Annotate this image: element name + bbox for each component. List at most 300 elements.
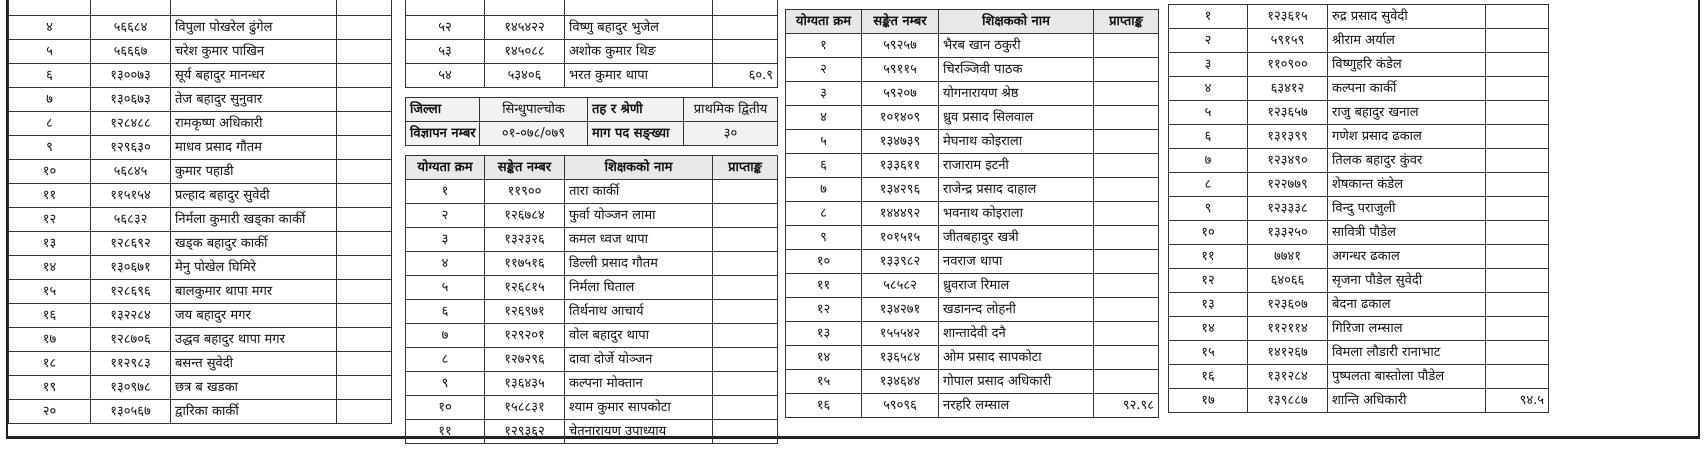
results-table-4 (1168, 4, 1549, 413)
rank-cell: १६ (1169, 365, 1248, 389)
marks-cell (337, 160, 392, 184)
code-cell: १३०६७३ (91, 88, 171, 112)
code-cell (91, 0, 171, 16)
name-cell: सूर्य बहादुर मानन्धर (171, 64, 337, 88)
rank-cell: ६ (9, 64, 91, 88)
name-cell: चरेश कुमार पाखिन (171, 40, 337, 64)
name-cell: वोल बहादुर थापा (565, 324, 713, 348)
table-row (786, 226, 1159, 250)
code-cell: ६४०६६ (1248, 269, 1328, 293)
marks-cell (713, 0, 778, 16)
rank-cell: १ (406, 180, 485, 204)
name-cell: विपुला पोखरेल ढुंगेल (171, 16, 337, 40)
code-cell: १३४६४४ (862, 370, 939, 394)
code-cell (485, 0, 565, 16)
rank-cell: १० (406, 396, 485, 420)
marks-cell (337, 184, 392, 208)
marks-cell (1094, 226, 1159, 250)
name-cell: विन्दु पराजुली (1328, 197, 1486, 221)
name-cell: जीतबहादुर खत्री (939, 226, 1094, 250)
code-cell: १३१२८४ (1248, 365, 1328, 389)
table-row (9, 256, 392, 280)
marks-cell (1094, 58, 1159, 82)
rank-cell: १० (1169, 221, 1248, 245)
name-cell: निर्मला कुमारी खड्का कार्की (171, 208, 337, 232)
marks-cell (1486, 29, 1549, 53)
code-cell: १३४२७१ (862, 298, 939, 322)
code-cell: १३०९७८ (91, 376, 171, 400)
rank-cell: १ (1169, 5, 1248, 29)
name-cell: गणेश प्रसाद ढकाल (1328, 125, 1486, 149)
rank-cell: ९ (786, 226, 862, 250)
column-3 (785, 0, 1158, 418)
table-row (1169, 389, 1549, 413)
code-cell: १५५५४२ (862, 322, 939, 346)
marks-cell (1094, 274, 1159, 298)
table-row (406, 252, 778, 276)
code-cell: ५६६८४ (91, 16, 171, 40)
table-row (1169, 101, 1549, 125)
code-cell: १२३४९० (1248, 149, 1328, 173)
rank-cell: १५ (9, 280, 91, 304)
table-row (786, 346, 1159, 370)
code-cell: १४५४२२ (485, 16, 565, 40)
table-row (1169, 149, 1549, 173)
name-cell: कल्पना मोक्तान (565, 372, 713, 396)
code-cell: १३६५८४ (862, 346, 939, 370)
rank-cell: ८ (406, 348, 485, 372)
marks-cell (1486, 5, 1549, 29)
table-row (9, 352, 392, 376)
marks-cell (337, 88, 392, 112)
name-cell: कुमार पहाडी (171, 160, 337, 184)
district-info-table (405, 97, 778, 146)
rank-cell: १४ (786, 346, 862, 370)
rank-cell: ७ (1169, 149, 1248, 173)
rank-cell: १६ (786, 394, 862, 418)
rank-cell: ८ (9, 112, 91, 136)
rank-cell: १० (9, 160, 91, 184)
code-cell: ५९२५७ (862, 34, 939, 58)
name-cell: विष्णुहरि कंडेल (1328, 53, 1486, 77)
rank-cell: ४ (406, 252, 485, 276)
code-cell: १३१३९९ (1248, 125, 1328, 149)
table-row (9, 88, 392, 112)
code-cell: १२९२०१ (485, 324, 565, 348)
table-row (9, 112, 392, 136)
table-row (9, 160, 392, 184)
code-cell: १२९६३० (91, 136, 171, 160)
name-cell: नवराज थापा (939, 250, 1094, 274)
code-cell: १३२२८४ (91, 304, 171, 328)
rank-cell: ५ (406, 276, 485, 300)
code-cell: ५६८३२ (91, 208, 171, 232)
code-cell: ७७४१ (1248, 245, 1328, 269)
header-rank: योग्यता क्रम (786, 10, 862, 34)
name-cell: ध्रुव प्रसाद सिलवाल (939, 106, 1094, 130)
marks-cell (1486, 101, 1549, 125)
name-cell: खडानन्द लोहनी (939, 298, 1094, 322)
table-row (406, 372, 778, 396)
name-cell: माधव प्रसाद गौतम (171, 136, 337, 160)
rank-cell: ४ (1169, 77, 1248, 101)
name-cell: पुष्पलता बास्तोला पौडेल (1328, 365, 1486, 389)
marks-cell (713, 16, 778, 40)
rank-cell: ३ (1169, 53, 1248, 77)
rank-cell: ११ (406, 420, 485, 444)
marks-cell (1486, 197, 1549, 221)
posts-count-value: ३० (684, 122, 778, 146)
marks-cell (713, 180, 778, 204)
rank-cell: ३ (786, 82, 862, 106)
name-cell: मेघनाथ कोइराला (939, 130, 1094, 154)
rank-cell: ५ (1169, 101, 1248, 125)
name-cell: शेषकान्त कंडेल (1328, 173, 1486, 197)
table-row (9, 304, 392, 328)
name-cell: रुद्र प्रसाद सुवेदी (1328, 5, 1486, 29)
level-label: तह र श्रेणी (588, 98, 684, 122)
table-row (786, 130, 1159, 154)
code-cell: १०१५१५ (862, 226, 939, 250)
table-row (786, 34, 1159, 58)
table-row (406, 64, 778, 88)
name-cell: डिल्ली प्रसाद गौतम (565, 252, 713, 276)
marks-cell (337, 352, 392, 376)
table-row (9, 208, 392, 232)
marks-cell: ९४.५ (1486, 389, 1549, 413)
table-row (1169, 341, 1549, 365)
name-cell: प्रल्हाद बहादुर सुवेदी (171, 184, 337, 208)
code-cell: ५९११५ (862, 58, 939, 82)
header-code: सङ्केत नम्बर (862, 10, 939, 34)
table-row (406, 16, 778, 40)
table-row (406, 348, 778, 372)
name-cell: गोपाल प्रसाद अधिकारी (939, 370, 1094, 394)
marks-cell (337, 208, 392, 232)
marks-cell (1486, 365, 1549, 389)
district-value: सिन्धुपाल्चोक (480, 98, 588, 122)
name-cell: निर्मला घिताल (565, 276, 713, 300)
table-row (1169, 125, 1549, 149)
rank-cell: ६ (1169, 125, 1248, 149)
code-cell: १३४२९६ (862, 178, 939, 202)
marks-cell (337, 304, 392, 328)
rank-cell: १३ (9, 232, 91, 256)
rank-cell: ३ (406, 228, 485, 252)
marks-cell (713, 204, 778, 228)
header-name: शिक्षकको नाम (939, 10, 1094, 34)
marks-cell (337, 328, 392, 352)
name-cell: दावा दोर्जे योञ्जन (565, 348, 713, 372)
rank-cell: ९ (9, 136, 91, 160)
table-row (9, 64, 392, 88)
code-cell: १२७२९६ (485, 348, 565, 372)
column-4 (1168, 0, 1548, 413)
table-row (406, 180, 778, 204)
results-table-3 (785, 9, 1159, 418)
name-cell: बसन्त सुवेदी (171, 352, 337, 376)
rank-cell: १३ (786, 322, 862, 346)
table-row (1169, 221, 1549, 245)
name-cell: भरत कुमार थापा (565, 64, 713, 88)
code-cell: ११९०० (485, 180, 565, 204)
marks-cell (337, 64, 392, 88)
table-row (9, 136, 392, 160)
table-row (786, 370, 1159, 394)
marks-cell (1094, 130, 1159, 154)
results-table-1 (8, 0, 392, 424)
code-cell: १२६८१५ (485, 276, 565, 300)
rank-cell: १४ (9, 256, 91, 280)
code-cell: १४४४९२ (862, 202, 939, 226)
marks-cell (1486, 53, 1549, 77)
code-cell: १३९८८७ (1248, 389, 1328, 413)
marks-cell (337, 136, 392, 160)
name-cell: अगन्धर ढकाल (1328, 245, 1486, 269)
table-row (9, 184, 392, 208)
rank-cell: २ (786, 58, 862, 82)
table-row (786, 178, 1159, 202)
table-row (9, 328, 392, 352)
name-cell: रामकृष्ण अधिकारी (171, 112, 337, 136)
rank-cell: ८ (786, 202, 862, 226)
marks-cell (713, 300, 778, 324)
name-cell: जय बहादुर मगर (171, 304, 337, 328)
table-row (1169, 53, 1549, 77)
code-cell: ५९१५९ (1248, 29, 1328, 53)
name-cell: कल्पना कार्की (1328, 77, 1486, 101)
table-row (1169, 197, 1549, 221)
table-row (406, 0, 778, 16)
name-cell: कमल ध्वज थापा (565, 228, 713, 252)
name-cell: राजु बहादुर खनाल (1328, 101, 1486, 125)
table-row (786, 82, 1159, 106)
rank-cell: ६ (406, 300, 485, 324)
rank-cell: ५३ (406, 40, 485, 64)
name-cell: सृजना पौडेल सुवेदी (1328, 269, 1486, 293)
ad-number-label: विज्ञापन नम्बर (406, 122, 480, 146)
marks-cell (1486, 221, 1549, 245)
marks-cell (1094, 178, 1159, 202)
rank-cell: ४ (786, 106, 862, 130)
column-2 (405, 0, 777, 444)
header-name: शिक्षकको नाम (565, 156, 713, 180)
code-cell: १२३६५७ (1248, 101, 1328, 125)
code-cell: १२३६०७ (1248, 293, 1328, 317)
name-cell: सावित्री पौडेल (1328, 221, 1486, 245)
marks-cell (337, 376, 392, 400)
code-cell: १२८६९२ (91, 232, 171, 256)
marks-cell (337, 112, 392, 136)
marks-cell (337, 232, 392, 256)
rank-cell: २ (1169, 29, 1248, 53)
code-cell: १२३६१५ (1248, 5, 1328, 29)
code-cell: १३३९८२ (862, 250, 939, 274)
marks-cell (1094, 154, 1159, 178)
code-cell: १३०६७१ (91, 256, 171, 280)
table-row (786, 154, 1159, 178)
code-cell: १३३२५० (1248, 221, 1328, 245)
code-cell: १२२७७९ (1248, 173, 1328, 197)
name-cell: चिरञ्जिवी पाठक (939, 58, 1094, 82)
name-cell: नरहरि लम्साल (939, 394, 1094, 418)
rank-cell: १९ (9, 376, 91, 400)
table-row (406, 228, 778, 252)
name-cell: विष्णु बहादुर भुजेल (565, 16, 713, 40)
rank-cell: ५२ (406, 16, 485, 40)
marks-cell (713, 396, 778, 420)
name-cell: योगनारायण श्रेष्ठ (939, 82, 1094, 106)
name-cell: राजाराम इटनी (939, 154, 1094, 178)
table-row (786, 394, 1159, 418)
name-cell: श्रीराम अर्याल (1328, 29, 1486, 53)
code-cell: ५३४०६ (485, 64, 565, 88)
header-marks: प्राप्ताङ्क (1094, 10, 1159, 34)
table-row (786, 298, 1159, 322)
marks-cell (713, 324, 778, 348)
name-cell: भवनाथ कोइराला (939, 202, 1094, 226)
rank-cell: १५ (786, 370, 862, 394)
code-cell: १५८८३१ (485, 396, 565, 420)
name-cell: बालकुमार थापा मगर (171, 280, 337, 304)
name-cell: छत्र ब खडका (171, 376, 337, 400)
code-cell: ११२९८३ (91, 352, 171, 376)
table-row (406, 204, 778, 228)
name-cell: शान्तादेवी दनै (939, 322, 1094, 346)
code-cell: ५९०९६ (862, 394, 939, 418)
code-cell: ५८५८२ (862, 274, 939, 298)
code-cell: १३००७३ (91, 64, 171, 88)
code-cell: १३४७३९ (862, 130, 939, 154)
table-row (406, 300, 778, 324)
code-cell: १३६४३५ (485, 372, 565, 396)
results-table-2-top (405, 0, 778, 88)
marks-cell (337, 40, 392, 64)
code-cell: १२६९७१ (485, 300, 565, 324)
table-row (406, 276, 778, 300)
name-cell: तिलक बहादुर कुंवर (1328, 149, 1486, 173)
table-row (9, 400, 392, 424)
name-cell: ध्रुवराज रिमाल (939, 274, 1094, 298)
rank-cell: १ (786, 34, 862, 58)
marks-cell (1094, 298, 1159, 322)
rank-cell: ७ (406, 324, 485, 348)
marks-cell: ९२.९८ (1094, 394, 1159, 418)
marks-cell (713, 276, 778, 300)
rank-cell: ११ (1169, 245, 1248, 269)
table-row (1169, 365, 1549, 389)
marks-cell (1094, 370, 1159, 394)
marks-cell (1094, 34, 1159, 58)
code-cell: १२३३३८ (1248, 197, 1328, 221)
marks-cell (337, 16, 392, 40)
marks-cell (1486, 149, 1549, 173)
marks-cell (1486, 173, 1549, 197)
rank-cell: ८ (1169, 173, 1248, 197)
column-1 (8, 0, 391, 424)
name-cell: फुर्वा योञ्जन लामा (565, 204, 713, 228)
table-row (1169, 173, 1549, 197)
marks-cell (1486, 77, 1549, 101)
marks-cell (337, 0, 392, 16)
marks-cell (1486, 341, 1549, 365)
marks-cell (1094, 346, 1159, 370)
rank-cell: ९ (1169, 197, 1248, 221)
name-cell: विमला लौडारी रानाभाट (1328, 341, 1486, 365)
marks-cell (1486, 317, 1549, 341)
rank-cell: ७ (786, 178, 862, 202)
header-code: सङ्केत नम्बर (485, 156, 565, 180)
table-row (1169, 269, 1549, 293)
table-row (786, 58, 1159, 82)
header-marks: प्राप्ताङ्क (713, 156, 778, 180)
code-cell: १०१४०९ (862, 106, 939, 130)
name-cell: खड्क बहादुर कार्की (171, 232, 337, 256)
results-table-2 (405, 155, 778, 444)
posts-count-label: माग पद सङ्ख्या (588, 122, 684, 146)
code-cell: ११२११४ (1248, 317, 1328, 341)
rank-cell: ११ (9, 184, 91, 208)
rank-cell: १८ (9, 352, 91, 376)
rank-cell: १३ (1169, 293, 1248, 317)
name-cell: शान्ति अधिकारी (1328, 389, 1486, 413)
table-row (786, 322, 1159, 346)
table-row (406, 420, 778, 444)
name-cell: भैरब खान ठकुरी (939, 34, 1094, 58)
table-row (786, 106, 1159, 130)
level-value: प्राथमिक द्वितीय (684, 98, 778, 122)
marks-cell (337, 400, 392, 424)
marks-cell (1094, 202, 1159, 226)
name-cell: गिरिजा लम्साल (1328, 317, 1486, 341)
marks-cell (713, 228, 778, 252)
marks-cell (1486, 125, 1549, 149)
table-row (9, 40, 392, 64)
marks-cell (337, 280, 392, 304)
rank-cell: ४ (9, 16, 91, 40)
table-row (786, 202, 1159, 226)
marks-cell (1094, 106, 1159, 130)
code-cell: ५६८४५ (91, 160, 171, 184)
name-cell (565, 0, 713, 16)
table-row (786, 250, 1159, 274)
code-cell: ११०९०० (1248, 53, 1328, 77)
rank-cell: ११ (786, 274, 862, 298)
rank-cell: ५ (9, 40, 91, 64)
code-cell: १३३६११ (862, 154, 939, 178)
code-cell: १३०५६७ (91, 400, 171, 424)
rank-cell (406, 0, 485, 16)
name-cell: ओम प्रसाद सापकोटा (939, 346, 1094, 370)
marks-cell (713, 252, 778, 276)
code-cell: १४५०८८ (485, 40, 565, 64)
code-cell: १२८७०६ (91, 328, 171, 352)
marks-cell (337, 256, 392, 280)
marks-cell (1486, 293, 1549, 317)
name-cell: उद्धव बहादुर थापा मगर (171, 328, 337, 352)
rank-cell: ५४ (406, 64, 485, 88)
marks-cell (1486, 269, 1549, 293)
name-cell: तेज बहादुर सुनुवार (171, 88, 337, 112)
code-cell: ११७५१६ (485, 252, 565, 276)
table-row (1169, 245, 1549, 269)
code-cell: १२८६९६ (91, 280, 171, 304)
marks-cell (713, 420, 778, 444)
table-row (786, 274, 1159, 298)
marks-cell (713, 348, 778, 372)
marks-cell (1094, 250, 1159, 274)
marks-cell (713, 372, 778, 396)
